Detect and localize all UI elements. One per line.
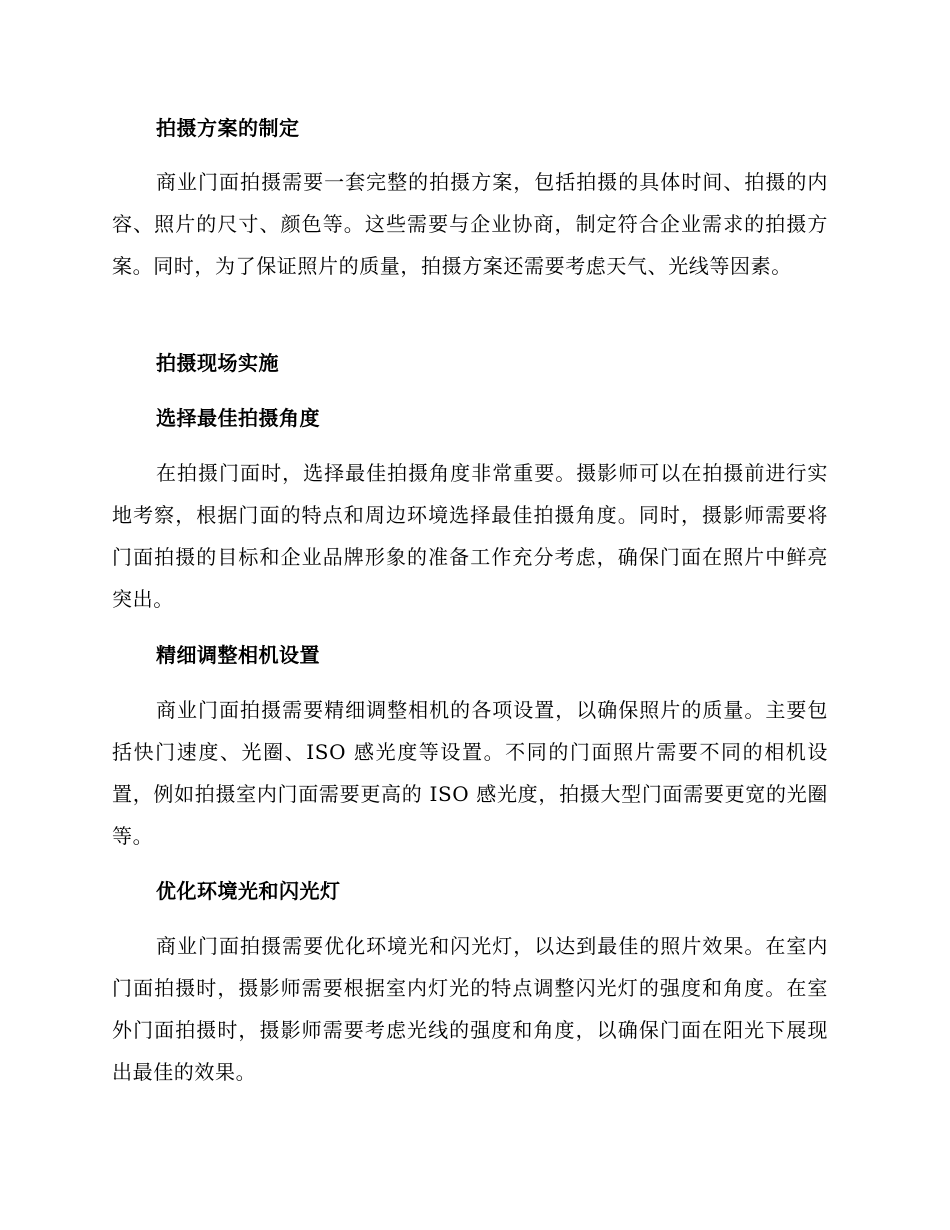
section-heading-onsite: 拍摄现场实施 xyxy=(156,351,279,375)
section-heading-angle: 选择最佳拍摄角度 xyxy=(156,406,320,430)
section-heading-lighting: 优化环境光和闪光灯 xyxy=(156,879,341,903)
paragraph-angle: 在拍摄门面时，选择最佳拍摄角度非常重要。摄影师可以在拍摄前进行实地考察，根据门面的特点和周边环境选择最佳拍摄角度。同时，摄影师需要将门面拍摄的目标和企业品牌形象的准备工作充分考虑，确保门面在照片中鲜亮突出。 xyxy=(112,461,828,611)
paragraph-plan: 商业门面拍摄需要一套完整的拍摄方案，包括拍摄的具体时间、拍摄的内容、照片的尺寸、颜色等。这些需要与企业协商，制定符合企业需求的拍摄方案。同时，为了保证照片的质量，拍摄方案还需要考虑天气、光线等因素。 xyxy=(112,170,828,278)
section-heading-plan: 拍摄方案的制定 xyxy=(156,116,300,140)
paragraph-lighting: 商业门面拍摄需要优化环境光和闪光灯，以达到最佳的照片效果。在室内门面拍摄时，摄影师需要根据室内灯光的特点调整闪光灯的强度和角度。在室外门面拍摄时，摄影师需要考虑光线的强度和角度，以确保门面在阳光下展现出最佳的效果。 xyxy=(112,934,828,1084)
section-heading-camera: 精细调整相机设置 xyxy=(156,643,320,667)
paragraph-camera: 商业门面拍摄需要精细调整相机的各项设置，以确保照片的质量。主要包括快门速度、光圈、ISO 感光度等设置。不同的门面照片需要不同的相机设置，例如拍摄室内门面需要更高的 ISO 感光度，拍摄大型门面需要更宽的光圈等。 xyxy=(112,698,828,848)
